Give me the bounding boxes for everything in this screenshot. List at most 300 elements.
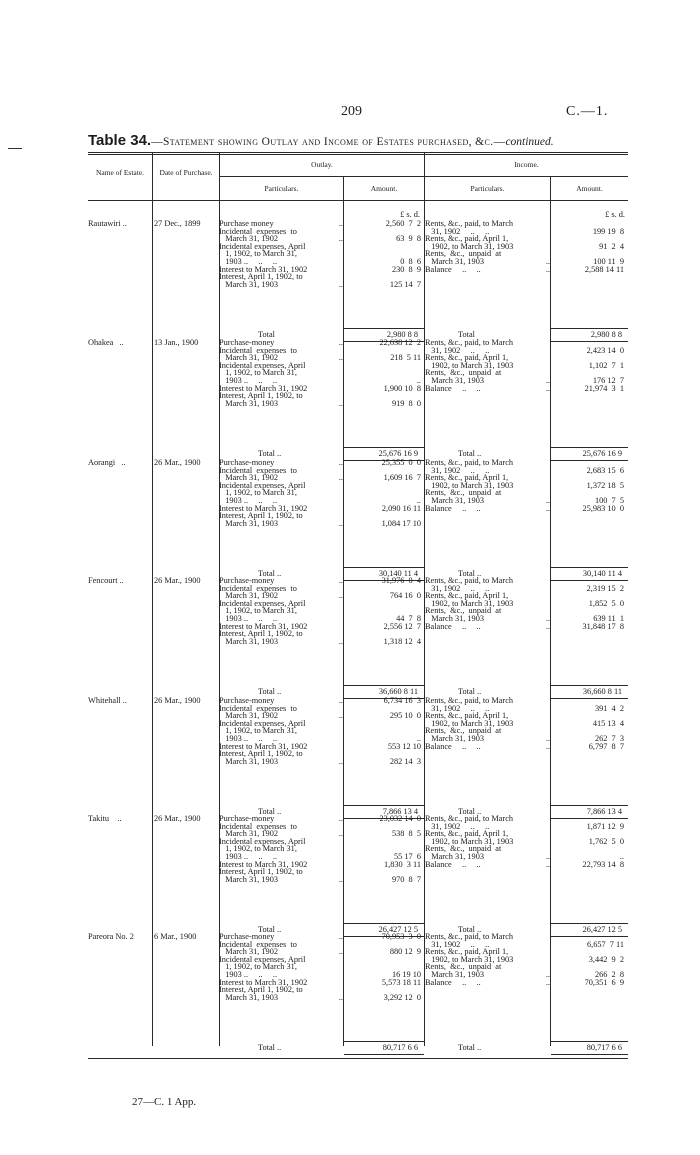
income-particular-text: Balance .. .. xyxy=(425,859,481,869)
leader-dots: .. xyxy=(545,264,550,274)
currency-header-income: £ s. d. xyxy=(605,210,625,219)
outlay-particular-text: Interest, April 1, 1902, to xyxy=(219,985,303,995)
document-reference: C.—1. xyxy=(566,104,609,119)
income-particulars xyxy=(425,933,550,986)
outlay-total-label: Total .. xyxy=(258,687,282,696)
outlay-total-label: Total .. xyxy=(258,449,282,458)
outlay-amount: 1,900 10 8 xyxy=(383,383,421,393)
leader-dots: .. xyxy=(338,829,343,839)
outlay-particular-text: 1903 .. .. .. xyxy=(219,256,278,266)
income-particular-text: 31, 1902 .. .. xyxy=(425,345,490,355)
outlay-particular-text: 1903 .. .. .. xyxy=(219,733,278,743)
outlay-particulars xyxy=(219,697,343,765)
col-header-date: Date of Purchase. xyxy=(159,168,213,177)
income-amount: 25,983 10 0 xyxy=(582,503,624,513)
outlay-particular-text: 1, 1902, to March 31, xyxy=(219,606,297,616)
income-particular-text: March 31, 1903 xyxy=(425,613,484,623)
outlay-particular-text: Incidental expenses, April xyxy=(219,480,306,490)
income-amount: 2,588 14 11 xyxy=(584,264,624,274)
income-particular-text: Rents, &c., paid, April 1, xyxy=(425,353,509,363)
income-particulars xyxy=(425,339,550,392)
outlay-particular-text: Purchase-money xyxy=(219,458,275,467)
outlay-particular-text: Incidental expenses, April xyxy=(219,241,306,251)
outlay-amount: 1,830 3 11 xyxy=(383,859,421,869)
outlay-particular-text: Incidental expenses to xyxy=(219,583,297,593)
outlay-particular-text: Interest to March 31, 1902 xyxy=(219,383,308,393)
income-particular-text: Rents, &c., paid, to March xyxy=(425,458,514,467)
income-total-label: Total .. xyxy=(458,687,482,696)
leader-dots: .. xyxy=(545,613,550,623)
estate-block xyxy=(88,459,628,585)
outlay-particular-text: Incidental expenses to xyxy=(219,821,297,831)
outlay-amounts xyxy=(343,815,421,883)
outlay-particular-text: Purchase-money xyxy=(219,932,275,941)
income-particular-text: Rents, &c., unpaid at xyxy=(425,726,502,736)
estate-name: Ohakea .. xyxy=(88,338,124,347)
outlay-amount: 538 8 5 xyxy=(391,829,421,839)
outlay-amount: 919 8 0 xyxy=(391,398,421,408)
estate-name: Fencourt .. xyxy=(88,576,124,585)
income-particular-line xyxy=(425,623,550,631)
outlay-particular-text: Incidental expenses, April xyxy=(219,836,306,846)
income-particular-line xyxy=(425,385,550,393)
outlay-amount xyxy=(343,838,421,846)
leader-dots: .. xyxy=(338,992,343,1002)
leader-dots: .. xyxy=(338,473,343,483)
income-amount: 6,657 7 11 xyxy=(586,939,624,949)
table-bottom-rule xyxy=(88,1058,628,1059)
purchase-date: 26 Mar., 1900 xyxy=(154,576,201,585)
income-particular-text: 1902, to March 31, 1903 xyxy=(425,480,514,490)
income-amounts xyxy=(550,459,624,512)
income-amount: 1,762 5 0 xyxy=(588,836,624,846)
outlay-amount: 2,560 7 2 xyxy=(385,219,421,228)
outlay-particular-text: 1, 1902, to March 31, xyxy=(219,488,297,498)
outlay-particular-text: Incidental expenses to xyxy=(219,226,297,236)
outlay-amount: 970 8 7 xyxy=(391,874,421,884)
income-particular-text: Rents, &c., paid, April 1, xyxy=(425,473,509,483)
outlay-amounts xyxy=(343,220,421,288)
income-amount: 176 12 7 xyxy=(592,375,624,385)
income-amount: 2,319 15 2 xyxy=(586,583,624,593)
income-total-label: Total xyxy=(458,330,475,339)
leader-dots: .. xyxy=(545,383,550,393)
income-particular-text: March 31, 1903 xyxy=(425,495,484,505)
leader-dots: .. xyxy=(545,733,550,743)
income-particular-text: Rents, &c., paid, April 1, xyxy=(425,591,509,601)
income-particular-text: Rents, &c., paid, April 1, xyxy=(425,947,509,957)
estate-name: Pareora No. 2 xyxy=(88,932,134,941)
outlay-particular-text: Interest, April 1, 1902, to xyxy=(219,749,303,759)
income-particulars xyxy=(425,815,550,868)
outlay-amount: 2,090 16 11 xyxy=(381,503,421,513)
outlay-particular-text: Interest to March 31, 1902 xyxy=(219,859,308,869)
income-particulars xyxy=(425,459,550,512)
income-particular-line xyxy=(425,861,550,869)
outlay-particular-line xyxy=(219,876,343,884)
purchase-date: 13 Jan., 1900 xyxy=(154,338,199,347)
purchase-date: 27 Dec., 1899 xyxy=(154,219,201,228)
outlay-total: 36,660 8 11 xyxy=(378,687,418,696)
income-particular-text: 1902, to March 31, 1903 xyxy=(425,241,514,251)
header-bottom-rule xyxy=(88,200,628,201)
outlay-particular-text: Incidental expenses, April xyxy=(219,718,306,728)
income-particular-text: 1902, to March 31, 1903 xyxy=(425,598,514,608)
income-amounts xyxy=(550,933,624,986)
outlay-amount xyxy=(343,727,421,735)
page-footer: 27—C. 1 App. xyxy=(132,1096,197,1108)
outlay-particular-text: Interest to March 31, 1902 xyxy=(219,503,308,513)
outlay-particular-text: Incidental expenses to xyxy=(219,939,297,949)
outlay-particular-line xyxy=(219,400,343,408)
outlay-amount: .. xyxy=(416,733,421,743)
outlay-amount: 3,292 12 0 xyxy=(383,992,421,1002)
outlay-particular-text: 1, 1902, to March 31, xyxy=(219,368,297,378)
outlay-amount: 553 12 10 xyxy=(387,741,421,751)
leader-dots: .. xyxy=(545,495,550,505)
leader-dots: .. xyxy=(338,279,343,289)
income-particular-text: 31, 1902 .. .. xyxy=(425,939,490,949)
income-amount: 2,423 14 0 xyxy=(586,345,624,355)
leader-dots: .. xyxy=(338,398,343,408)
income-particular-text: 31, 1902 .. .. xyxy=(425,821,490,831)
income-amount: 21,974 3 1 xyxy=(584,383,624,393)
outlay-particular-text: March 31, 1902 xyxy=(219,591,278,601)
outlay-particular-text: Interest, April 1, 1902, to xyxy=(219,511,303,521)
income-amount: 1,372 18 5 xyxy=(586,480,624,490)
outlay-total-label: Total .. xyxy=(258,807,282,816)
leader-dots: .. xyxy=(338,576,343,585)
income-particular-line xyxy=(425,979,550,987)
income-particular-text: Balance .. .. xyxy=(425,977,481,987)
income-amount: 70,351 6 9 xyxy=(584,977,624,987)
leader-dots: .. xyxy=(338,234,343,244)
outlay-particular-text: 1, 1902, to March 31, xyxy=(219,726,297,736)
outlay-particular-line xyxy=(219,758,343,766)
outlay-particulars xyxy=(219,339,343,407)
purchase-date: 26 Mar., 1900 xyxy=(154,696,201,705)
leader-dots: .. xyxy=(545,969,550,979)
outlay-particular-line xyxy=(219,638,343,646)
outlay-particular-text: Purchase-money xyxy=(219,338,275,347)
outlay-amount xyxy=(343,720,421,728)
leader-dots: .. xyxy=(545,859,550,869)
outlay-amount: 55 17 6 xyxy=(394,851,421,861)
income-particular-text: Rents, &c., unpaid at xyxy=(425,606,502,616)
income-amount: 266 2 8 xyxy=(594,969,624,979)
outlay-particular-text: 1903 .. .. .. xyxy=(219,375,278,385)
outlay-particular-text: 1903 .. .. .. xyxy=(219,969,278,979)
income-particular-text: 31, 1902 .. .. xyxy=(425,465,490,475)
income-particular-text: March 31, 1903 xyxy=(425,256,484,266)
income-total-label: Total .. xyxy=(458,925,482,934)
outlay-amount: 1,609 16 7 xyxy=(383,473,421,483)
estate-block xyxy=(88,339,628,465)
outlay-amount: 218 5 11 xyxy=(390,353,421,363)
income-particulars xyxy=(425,697,550,750)
outlay-amount: 31,976 0 4 xyxy=(381,576,421,585)
outlay-particular-text: Interest, April 1, 1902, to xyxy=(219,391,303,401)
outlay-amount xyxy=(343,482,421,490)
leader-dots: .. xyxy=(545,741,550,751)
leader-dots: .. xyxy=(545,375,550,385)
outlay-particular-text: 1903 .. .. .. xyxy=(219,851,278,861)
leader-dots: .. xyxy=(338,947,343,957)
outlay-amount xyxy=(343,956,421,964)
income-particular-text: Rents, &c., unpaid at xyxy=(425,368,502,378)
income-total-label: Total .. xyxy=(458,449,482,458)
income-particular-line xyxy=(425,266,550,274)
income-particular-text: March 31, 1903 xyxy=(425,851,484,861)
income-amounts xyxy=(550,577,624,630)
outlay-particular-text: Incidental expenses to xyxy=(219,703,297,713)
outlay-amount: 0 8 6 xyxy=(400,256,421,266)
income-amount: 31,848 17 8 xyxy=(582,621,624,631)
income-total: 26,427 12 5 xyxy=(582,925,622,934)
purchase-date: 26 Mar., 1900 xyxy=(154,458,201,467)
outlay-particular-text: Incidental expenses to xyxy=(219,465,297,475)
outlay-total: 25,676 16 9 xyxy=(378,449,418,458)
outlay-particular-text: Interest to March 31, 1902 xyxy=(219,264,308,274)
outlay-total: 26,427 12 5 xyxy=(378,925,418,934)
income-particular-text: Rents, &c., paid, April 1, xyxy=(425,234,509,244)
income-particular-text: March 31, 1903 xyxy=(425,969,484,979)
outlay-total: 80,717 6 6 xyxy=(382,1043,418,1052)
income-particular-text: 1902, to March 31, 1903 xyxy=(425,836,514,846)
income-particular-text: Rents, &c., paid, April 1, xyxy=(425,829,509,839)
table-label: Table 34. xyxy=(88,132,152,149)
outlay-particular-text: March 31, 1902 xyxy=(219,711,278,721)
outlay-particular-text: March 31, 1903 xyxy=(219,992,278,1002)
income-amount: 2,683 15 6 xyxy=(586,465,624,475)
income-particular-text: 1902, to March 31, 1903 xyxy=(425,718,514,728)
table-top-rule-2 xyxy=(88,154,628,155)
income-amount: 199 19 8 xyxy=(592,226,624,236)
outlay-particulars xyxy=(219,459,343,527)
income-amount: 639 11 1 xyxy=(593,613,624,623)
estate-block xyxy=(88,815,628,941)
col-header-income-amount: Amount. xyxy=(576,184,603,193)
outlay-particular-text: March 31, 1903 xyxy=(219,398,278,408)
income-particular-text: Rents, &c., paid, to March xyxy=(425,814,514,823)
income-particular-text: March 31, 1903 xyxy=(425,375,484,385)
outlay-total-label: Total .. xyxy=(258,925,282,934)
income-particular-text: 1902, to March 31, 1903 xyxy=(425,360,514,370)
income-amount: 415 13 4 xyxy=(592,718,624,728)
outlay-total: 7,866 13 4 xyxy=(382,807,418,816)
outlay-amount xyxy=(343,489,421,497)
col-header-income-particulars: Particulars. xyxy=(470,184,505,193)
outlay-particular-text: Interest, April 1, 1902, to xyxy=(219,629,303,639)
income-total-label: Total .. xyxy=(458,1043,482,1052)
income-particulars xyxy=(425,220,550,273)
purchase-date: 26 Mar., 1900 xyxy=(154,814,201,823)
income-particular-text: Balance .. .. xyxy=(425,503,481,513)
estate-name: Whitehall .. xyxy=(88,696,127,705)
outlay-amounts xyxy=(343,933,421,1001)
table-title xyxy=(88,132,628,149)
outlay-particular-text: March 31, 1902 xyxy=(219,829,278,839)
income-particular-text: 31, 1902 .. .. xyxy=(425,703,490,713)
leader-dots: .. xyxy=(338,591,343,601)
outlay-amounts xyxy=(343,459,421,527)
income-total: 7,866 13 4 xyxy=(586,807,622,816)
outlay-particular-text: Purchase money xyxy=(219,219,274,228)
table-title-continued: continued. xyxy=(505,136,554,148)
income-amount: 100 7 5 xyxy=(594,495,624,505)
estate-name: Rautawiri .. xyxy=(88,219,127,228)
estate-block xyxy=(88,697,628,823)
outlay-total-label: Total .. xyxy=(258,569,282,578)
outlay-total-label: Total .. xyxy=(258,1043,282,1052)
col-header-income: Income. xyxy=(514,160,539,169)
outlay-amount: 44 7 8 xyxy=(396,613,421,623)
outlay-particular-text: 1, 1902, to March 31, xyxy=(219,249,297,259)
outlay-particular-line xyxy=(219,281,343,289)
outlay-particular-text: Incidental expenses, April xyxy=(219,360,306,370)
outlay-amount: 2,556 12 7 xyxy=(383,621,421,631)
outlay-total-label: Total xyxy=(258,330,275,339)
outlay-particular-text: March 31, 1903 xyxy=(219,636,278,646)
income-particular-text: 1902, to March 31, 1903 xyxy=(425,954,514,964)
outlay-particular-line xyxy=(219,520,343,528)
income-total: 25,676 16 9 xyxy=(582,449,622,458)
income-particular-line xyxy=(425,505,550,513)
outlay-particular-text: Interest to March 31, 1902 xyxy=(219,977,308,987)
estate-name: Takitu .. xyxy=(88,814,122,823)
outlay-particular-line xyxy=(219,994,343,1002)
outlay-amounts xyxy=(343,339,421,407)
outlay-particular-text: Purchase-money xyxy=(219,696,275,705)
income-amounts xyxy=(550,815,624,868)
outlay-amount: 295 10 0 xyxy=(389,711,421,721)
outlay-amount: 125 14 7 xyxy=(389,279,421,289)
outlay-amount: 282 14 3 xyxy=(389,756,421,766)
income-particular-text: 31, 1902 .. .. xyxy=(425,226,490,236)
outlay-particular-text: 1903 .. .. .. xyxy=(219,613,278,623)
leader-dots: .. xyxy=(545,621,550,631)
outlay-particular-text: Incidental expenses to xyxy=(219,345,297,355)
leader-dots: .. xyxy=(338,458,343,467)
income-amounts xyxy=(550,339,624,392)
income-particular-text: Rents, &c., paid, to March xyxy=(425,338,514,347)
outlay-particular-text: Interest to March 31, 1902 xyxy=(219,621,308,631)
outlay-particular-text: March 31, 1903 xyxy=(219,279,278,289)
outlay-amounts xyxy=(343,577,421,645)
income-total: 2,980 8 8 xyxy=(590,330,622,339)
outlay-particular-text: Purchase-money xyxy=(219,576,275,585)
income-amount: 1,102 7 1 xyxy=(588,360,624,370)
outlay-particular-text: Incidental expenses, April xyxy=(219,598,306,608)
income-particular-text: Balance .. .. xyxy=(425,741,481,751)
outlay-amounts xyxy=(343,697,421,765)
col-header-outlay: Outlay. xyxy=(311,160,333,169)
header-vrule-1 xyxy=(152,153,153,201)
outlay-particular-text: March 31, 1902 xyxy=(219,234,278,244)
income-amount: 1,852 5 0 xyxy=(588,598,624,608)
income-amount: .. xyxy=(619,851,624,861)
leader-dots: .. xyxy=(545,977,550,987)
leader-dots: .. xyxy=(338,219,343,228)
outlay-particular-text: March 31, 1902 xyxy=(219,353,278,363)
leader-dots: .. xyxy=(338,932,343,941)
income-amounts xyxy=(550,220,624,273)
estate-name: Aorangi .. xyxy=(88,458,126,467)
income-particular-text: Balance .. .. xyxy=(425,621,481,631)
col-header-name: Name of Estate. xyxy=(95,168,145,177)
margin-mark xyxy=(8,148,22,149)
purchase-date: 6 Mar., 1900 xyxy=(154,932,197,941)
outlay-amount: 5,573 18 11 xyxy=(381,977,421,987)
leader-dots: .. xyxy=(338,814,343,823)
leader-dots: .. xyxy=(338,636,343,646)
outlay-particular-text: March 31, 1903 xyxy=(219,874,278,884)
outlay-particular-text: Interest, April 1, 1902, to xyxy=(219,272,303,282)
income-total: 80,717 6 6 xyxy=(586,1043,622,1052)
outlay-particular-text: March 31, 1903 xyxy=(219,518,278,528)
outlay-amount: 230 8 9 xyxy=(391,264,421,274)
outlay-particular-text: 1, 1902, to March 31, xyxy=(219,844,297,854)
income-amount: 91 2 4 xyxy=(599,241,624,251)
outlay-amount xyxy=(343,362,421,370)
income-amount: 391 4 2 xyxy=(594,703,624,713)
outlay-particulars xyxy=(219,933,343,1001)
income-particular-text: Balance .. .. xyxy=(425,383,481,393)
income-total: 30,140 11 4 xyxy=(582,569,622,578)
leader-dots: .. xyxy=(338,756,343,766)
income-particular-text: Rents, &c., paid, April 1, xyxy=(425,711,509,721)
income-particular-text: Rents, &c., unpaid at xyxy=(425,844,502,854)
outlay-particular-text: Interest to March 31, 1902 xyxy=(219,741,308,751)
outlay-particular-text: Purchase-money xyxy=(219,814,275,823)
outlay-amount xyxy=(343,600,421,608)
outlay-total: 2,980 8 8 xyxy=(386,330,418,339)
outlay-amount: 25,355 0 0 xyxy=(381,458,421,467)
income-amount: 22,793 14 8 xyxy=(582,859,624,869)
income-amount: 1,871 12 9 xyxy=(586,821,624,831)
table-title-text: —Statement showing Outlay and Income of Estates purchased, &c.— xyxy=(151,136,506,148)
estate-block xyxy=(88,933,628,1059)
outlay-amount: 6,734 16 3 xyxy=(383,696,421,705)
outlay-amount: 22,638 12 2 xyxy=(379,338,421,347)
outlay-amount: 16 19 10 xyxy=(391,969,421,979)
outlay-particular-text: 1903 .. .. .. xyxy=(219,495,278,505)
outlay-amount: 764 16 0 xyxy=(389,591,421,601)
outlay-particulars xyxy=(219,577,343,645)
table-top-rule xyxy=(88,152,628,153)
income-particular-text: Rents, &c., paid, to March xyxy=(425,576,514,585)
income-particular-text: Balance .. .. xyxy=(425,264,481,274)
outlay-amount: 23,032 14 0 xyxy=(379,814,421,823)
col-header-amount: Amount. xyxy=(370,184,398,193)
income-amounts xyxy=(550,697,624,750)
page-number: 209 xyxy=(341,104,362,119)
income-amount: 3,442 9 2 xyxy=(588,954,624,964)
outlay-amount: 1,084 17 10 xyxy=(381,518,421,528)
income-particular-text: Rents, &c., paid, to March xyxy=(425,219,514,228)
income-particular-line xyxy=(425,743,550,751)
income-amount: 100 11 9 xyxy=(593,256,624,266)
income-particular-text: March 31, 1903 xyxy=(425,733,484,743)
outlay-total: 30,140 11 4 xyxy=(378,569,418,578)
leader-dots: .. xyxy=(338,874,343,884)
estate-block xyxy=(88,577,628,703)
income-amount: 6,797 8 7 xyxy=(588,741,624,751)
outlay-particular-text: March 31, 1902 xyxy=(219,473,278,483)
income-total-label: Total .. xyxy=(458,807,482,816)
income-particular-text: Rents, &c., unpaid at xyxy=(425,962,502,972)
income-particular-text: Rents, &c., unpaid at xyxy=(425,488,502,498)
